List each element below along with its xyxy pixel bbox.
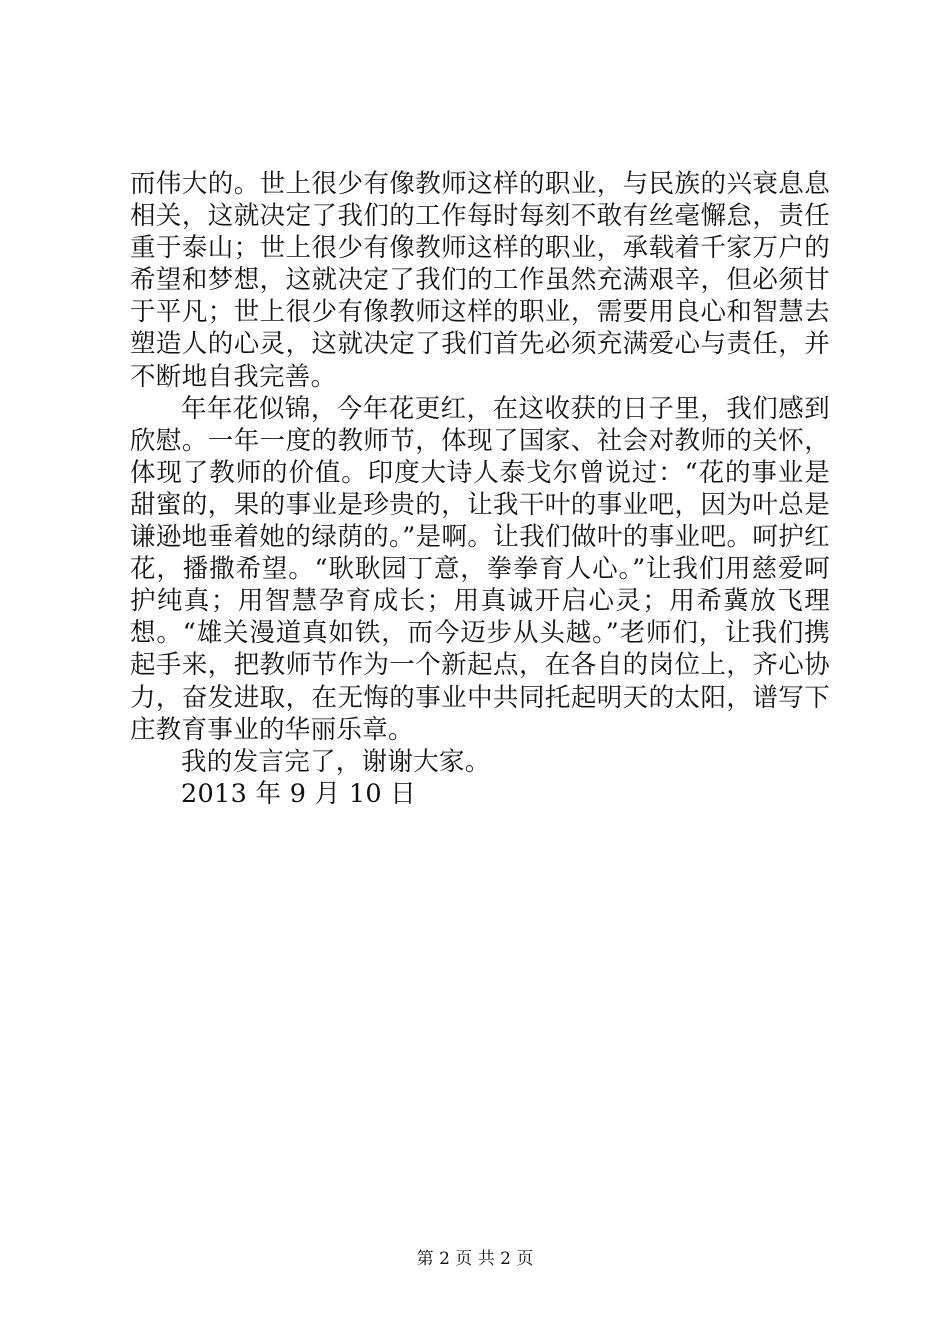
paragraph-continued: 而伟大的。世上很少有像教师这样的职业，与民族的兴衰息息相关，这就决定了我们的工作每时每刻不敢有丝毫懈怠，责任重于泰山；世上很少有像教师这样的职业，承载着千家万户的希望和梦想，这就决定了我们的工作虽然充满艰辛，但必须甘于平凡；世上很少有像教师这样的职业，需要用良心和智慧去塑造人的心灵，这就决定了我们首先必须充满爱心与责任，并不断地自我完善。	[130, 169, 830, 392]
paragraph-closing: 我的发言完了，谢谢大家。	[181, 746, 491, 777]
document-date: 2013 年 9 月 10 日	[181, 778, 417, 809]
document-body	[130, 168, 830, 810]
paragraph-teachers-day: 年年花似锦，今年花更红，在这收获的日子里，我们感到欣慰。一年一度的教师节，体现了国家、社会对教师的关怀，体现了教师的价值。印度大诗人泰戈尔曾说过：“花的事业是甜蜜的，果的事业是珍贵的，让我干叶的事业吧，因为叶总是谦逊地垂着她的绿荫的。”是啊。让我们做叶的事业吧。呵护红花，播撒希望。“耿耿园丁意，拳拳育人心。”让我们用慈爱呵护纯真；用智慧孕育成长；用真诚开启心灵；用希冀放飞理想。“雄关漫道真如铁，而今迈步从头越。”老师们，让我们携起手来，把教师节作为一个新起点，在各自的岗位上，齐心协力，奋发进取，在无悔的事业中共同托起明天的太阳，谱写下庄教育事业的华丽乐章。	[130, 393, 830, 745]
page-footer: 第 2 页 共 2 页	[416, 1249, 534, 1269]
